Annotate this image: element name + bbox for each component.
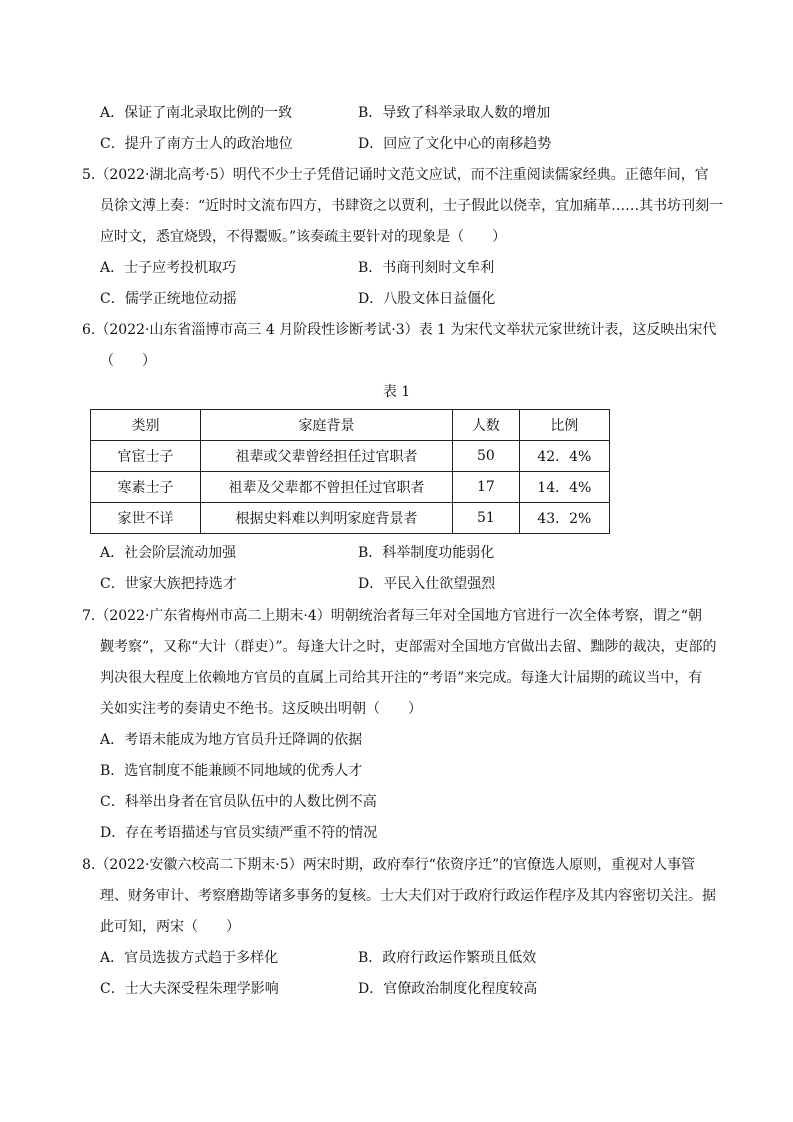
table-header-cell: 人数: [453, 410, 519, 441]
q8-option-a[interactable]: A．官员选拔方式趋于多样化: [100, 950, 279, 966]
q4-option-c[interactable]: C．提升了南方士人的政治地位: [100, 136, 293, 152]
q5-option-d[interactable]: D．八股文体日益僵化: [358, 291, 496, 307]
table-cell: 祖辈及父辈都不曾担任过官职者: [200, 472, 452, 503]
q8-stem-line: 此可知，两宋（ ）: [100, 919, 240, 935]
table-row: [91, 503, 610, 534]
table-header-cell: 类别: [91, 410, 201, 441]
table-cell: 14．4%: [519, 472, 609, 503]
table-cell: 祖辈或父辈曾经担任过官职者: [200, 441, 452, 472]
table-cell: 43．2%: [519, 503, 609, 534]
table-cell: 根据史料难以判明家庭背景者: [200, 503, 452, 534]
q6-option-c[interactable]: C．世家大族把持选才: [100, 576, 237, 592]
table-row: [91, 441, 610, 472]
q8-stem-line: 8.（2022·安徽六校高二下期末·5）两宋时期，政府奉行“依资序迁”的官僚选人原则，重视对人事管: [82, 857, 696, 873]
q4-option-d[interactable]: D．回应了文化中心的南移趋势: [358, 136, 552, 152]
q7-option-d[interactable]: D．存在考语描述与官员实绩严重不符的情况: [100, 825, 378, 841]
q5-option-b[interactable]: B．书商刊刻时文牟利: [358, 260, 495, 276]
q6-option-d[interactable]: D．平民入仕欲望强烈: [358, 576, 496, 592]
table-cell: 42．4%: [519, 441, 609, 472]
table-cell: 寒素士子: [91, 472, 201, 503]
q7-stem-line: 判决很大程度上依赖地方官员的直属上司给其开注的“考语”来完成。每逢大计届期的疏议当中，有: [100, 670, 703, 686]
q5-stem-line: 应时文，悉宜烧毁，不得鬻贩。”该奏疏主要针对的现象是（ ）: [100, 229, 507, 245]
q5-option-a[interactable]: A．士子应考投机取巧: [100, 260, 237, 276]
table-header-row: [91, 410, 610, 441]
q7-stem-line: 觐考察”，又称“大计（群吏）”。每逢大计之时，吏部需对全国地方官做出去留、黜陟的裁决，吏部的: [100, 639, 717, 655]
table-caption: 表 1: [382, 384, 411, 400]
table-header-cell: 比例: [519, 410, 609, 441]
q5-stem-line: 员徐文溥上奏：“近时时文流布四方，书肆资之以贾利，士子假此以侥幸，宜加痛革……其书坊刊刻一: [100, 198, 724, 214]
q4-option-a[interactable]: A．保证了南北录取比例的一致: [100, 105, 293, 121]
q7-option-c[interactable]: C．科举出身者在官员队伍中的人数比例不高: [100, 794, 377, 810]
q6-stem-line: 6.（2022·山东省淄博市高三 4 月阶段性诊断考试·3）表 1 为宋代文举状元家世统计表，这反映出宋代: [82, 322, 717, 338]
table-cell: 50: [453, 441, 519, 472]
q7-stem-line: 7.（2022·广东省梅州市高二上期末·4）明朝统治者每三年对全国地方官进行一次全体考察，谓之“朝: [82, 608, 702, 624]
q6-option-a[interactable]: A．社会阶层流动加强: [100, 545, 237, 561]
statistics-table: [90, 409, 610, 534]
table-cell: 51: [453, 503, 519, 534]
q6-stem-line: （ ）: [100, 353, 156, 369]
q8-option-c[interactable]: C．士大夫深受程朱理学影响: [100, 981, 279, 997]
table-cell: 家世不详: [91, 503, 201, 534]
table-row: [91, 472, 610, 503]
q5-stem-line: 5.（2022·湖北高考·5）明代不少士子凭借记诵时文范文应试，而不注重阅读儒家经典。正德年间，官: [82, 167, 709, 183]
q6-option-b[interactable]: B．科举制度功能弱化: [358, 545, 495, 561]
q4-option-b[interactable]: B．导致了科举录取人数的增加: [358, 105, 551, 121]
q5-option-c[interactable]: C．儒学正统地位动摇: [100, 291, 237, 307]
table-cell: 官宦士子: [91, 441, 201, 472]
table-cell: 17: [453, 472, 519, 503]
q7-option-a[interactable]: A．考语未能成为地方官员升迁降调的依据: [100, 732, 363, 748]
q8-option-b[interactable]: B．政府行政运作繁琐且低效: [358, 950, 537, 966]
q8-stem-line: 理、财务审计、考察磨勘等诸多事务的复核。士大夫们对于政府行政运作程序及其内容密切关注。据: [100, 888, 716, 904]
q7-stem-line: 关如实注考的奏请史不绝书。这反映出明朝（ ）: [100, 701, 422, 717]
q8-option-d[interactable]: D．官僚政治制度化程度较高: [358, 981, 538, 997]
q7-option-b[interactable]: B．选官制度不能兼顾不同地域的优秀人才: [100, 763, 363, 779]
table-header-cell: 家庭背景: [200, 410, 452, 441]
